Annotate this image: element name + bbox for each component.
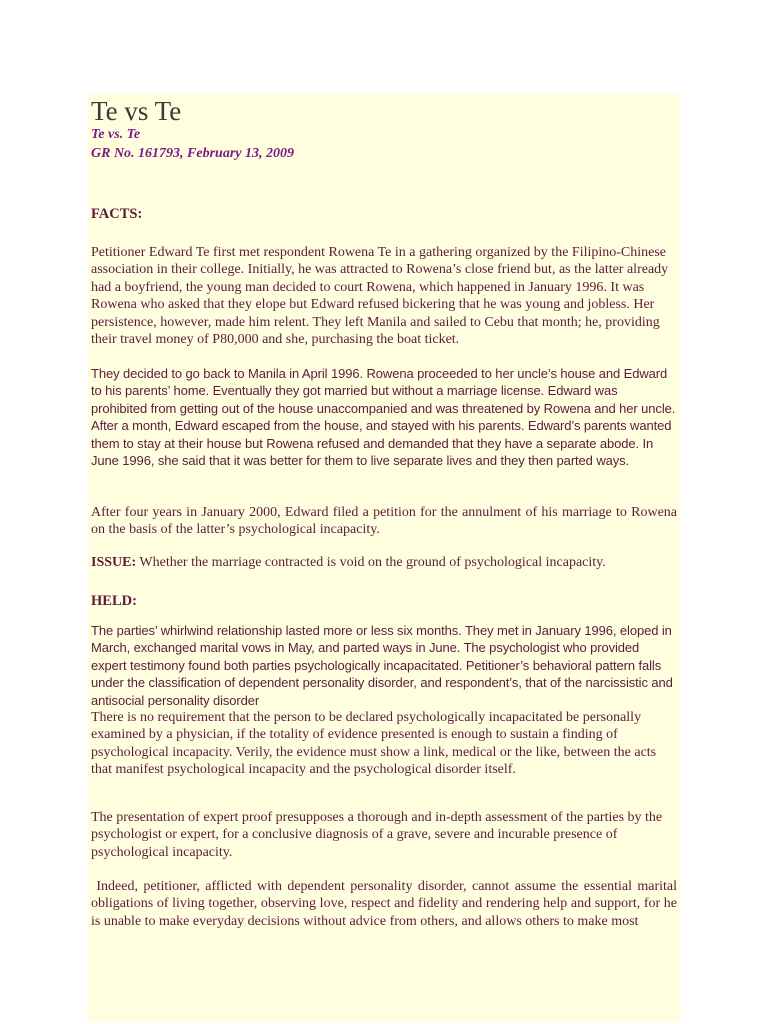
held-heading: HELD: [91,593,137,609]
document-page [88,94,680,1022]
held-paragraph-1: The parties’ whirlwind relationship lasted more or less six months. They met in January 1996, eloped in March, exchanged marital vows in May, and parted ways in June. The psychologist who provided expert testimony found both parties psychologically incapacitated. Petitioner’s behavioral pattern falls under the classification of dependent personality disorder, and respondent’s, that of the narcissistic and antisocial personality disorder [91,623,673,708]
held-paragraph-2: There is no requirement that the person to be declared psychologically incapacitated be personally examined by a physician, if the totality of evidence presented is enough to sustain a finding of psychological incapacity. Verily, the evidence must show a link, medical or the like, between the acts that manifest psychological incapacity and the psychological disorder itself. [91,710,657,778]
facts-paragraph-3: After four years in January 2000, Edward filed a petition for the annulment of his marriage to Rowena on the basis of the latter’s psychological incapacity. [91,505,677,538]
document-title: Te vs Te [91,96,182,126]
held-paragraph-3: The presentation of expert proof presupposes a thorough and in-depth assessment of the parties by the psychologist or expert, for a conclusive diagnosis of a grave, severe and incurable presence of psychological incapacity. [91,810,663,860]
case-number: GR No. 161793, February 13, 2009 [91,146,295,161]
case-name: Te vs. Te [91,127,141,142]
held-paragraph-4: Indeed, petitioner, afflicted with dependent personality disorder, cannot assume the essential marital obligations of living together, observing love, respect and fidelity and rendering help and support, for he is unable to make everyday decisions without advice from others, and allows others to make most [91,879,681,929]
facts-paragraph-2: They decided to go back to Manila in April 1996. Rowena proceeded to her uncle’s house and Edward to his parents’ home. Eventually they got married but without a marriage license. Edward was prohibited from getting out of the house unaccompanied and was threatened by Rowena and her uncle. After a month, Edward escaped from the house, and stayed with his parents. Edward’s parents wanted them to stay at their house but Rowena refused and demanded that they have a separate abode. In June 1996, she said that it was better for them to live separate lives and they then parted ways. [91,366,676,469]
issue-text: Whether the marriage contracted is void on the ground of psychological incapacity. [136,555,606,570]
facts-heading: FACTS: [91,206,143,222]
issue-label: ISSUE: [91,555,137,570]
facts-paragraph-1: Petitioner Edward Te first met respondent Rowena Te in a gathering organized by the Filipino-Chinese association in their college. Initially, he was attracted to Rowena’s close friend but, as the latter already had a boyfriend, the young man decided to court Rowena, which happened in January 1996. It was Rowena who asked that they elope but Edward refused bickering that he was young and jobless. Her persistence, however, made him relent. They left Manila and sailed to Cebu that month; he, providing their travel money of P80,000 and she, purchasing the boat ticket. [91,245,669,348]
issue-paragraph [91,554,677,571]
